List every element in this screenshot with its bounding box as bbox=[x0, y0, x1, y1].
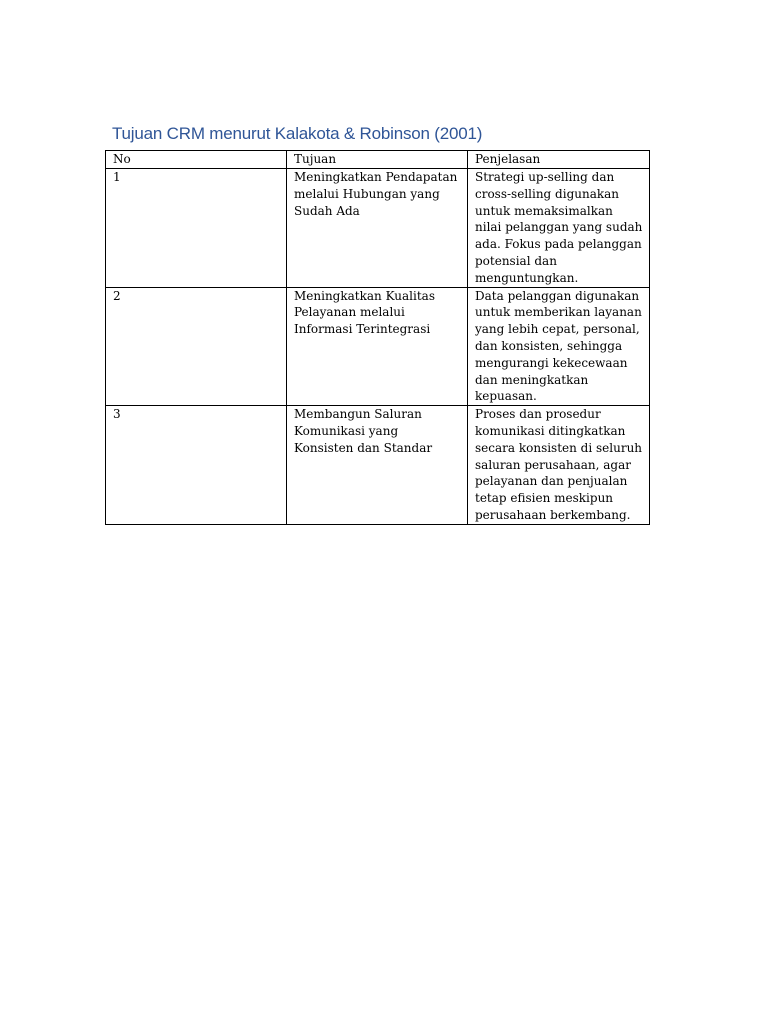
header-cell-tujuan: Tujuan bbox=[287, 151, 468, 169]
cell-penjelasan: Proses dan prosedur komunikasi ditingkatkan secara konsisten di seluruh saluran perusahaan, agar pelayanan dan penjualan tetap efisien meskipun perusahaan berkembang. bbox=[468, 406, 650, 525]
crm-goals-table bbox=[105, 150, 650, 525]
cell-no: 3 bbox=[106, 406, 287, 525]
table-row bbox=[106, 406, 650, 525]
table-row bbox=[106, 287, 650, 406]
cell-tujuan: Meningkatkan Pendapatan melalui Hubungan yang Sudah Ada bbox=[287, 169, 468, 288]
table-row bbox=[106, 169, 650, 288]
cell-no: 1 bbox=[106, 169, 287, 288]
header-cell-penjelasan: Penjelasan bbox=[468, 151, 650, 169]
cell-penjelasan: Strategi up-selling dan cross-selling digunakan untuk memaksimalkan nilai pelanggan yang sudah ada. Fokus pada pelanggan potensial dan menguntungkan. bbox=[468, 169, 650, 288]
document-title: Tujuan CRM menurut Kalakota & Robinson (2001) bbox=[112, 124, 483, 143]
cell-penjelasan: Data pelanggan digunakan untuk memberikan layanan yang lebih cepat, personal, dan konsisten, sehingga mengurangi kekecewaan dan meningkatkan kepuasan. bbox=[468, 287, 650, 406]
cell-no: 2 bbox=[106, 287, 287, 406]
cell-tujuan: Meningkatkan Kualitas Pelayanan melalui Informasi Terintegrasi bbox=[287, 287, 468, 406]
table-header-row bbox=[106, 151, 650, 169]
cell-tujuan: Membangun Saluran Komunikasi yang Konsisten dan Standar bbox=[287, 406, 468, 525]
header-cell-no: No bbox=[106, 151, 287, 169]
